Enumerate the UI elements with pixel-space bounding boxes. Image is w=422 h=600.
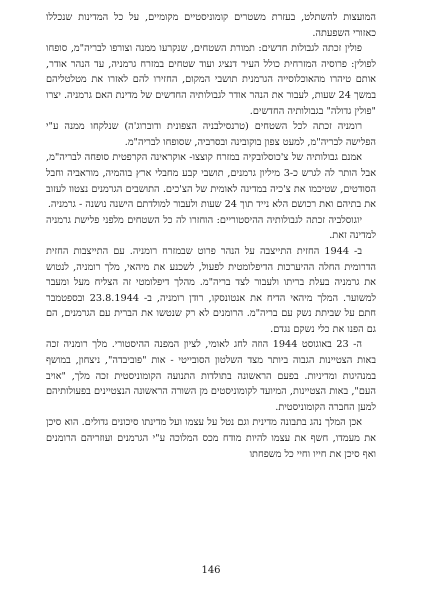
paragraph-1: המועצות להשתלט, בעזרת משטרים קומוניסטיים מקומיים, על כל המדינות שנכללו כאזורי השפעתה. — [46, 12, 376, 39]
paragraph-2: פולין זכתה לגבולות חדשים: תמורת השטחים, שנקרעו ממנה וצורפו לבריה"מ, סופחו לפולין: פרוסיה המזרחית כולל העיר דנציג ועוד שטחים במזרח גרמניה, עד הנהר אודר, אותם טיהרו מהאוכלוסייה הגרמנית תושבי המקום, החזירו להם לאזרו את מטלטליהם במשך 24 שעות, לעבור את הנהר אודר לגבולותיה החדשים של מדינת האם גרמניה. יצרו "פולין גדולה" בגבולותיה החדשים. — [46, 43, 376, 117]
paragraph-6: ב- 1944 החזית התייצבה על הנהר פרוט שבמזרח רומניה. עם התייצבות החזית הדרומית החלה ההיערכות הדיפלומטית לפעול, לשכנע את מיהאי, מלך רומניה, לנטוש את גרמניה בעלת בריתו ולעבור לצד בריה"מ. מהלך דיפלומטי זה הצליח מעל ומעבר למשוער. המלך מיהאי הדיח את אנטונסקו, רודן רומניה, ב- 23.8.1944 ובספטמבר חתם על שביתת נשק עם בריה"מ. הרומנים לא רק שנטשו את הברית עם הגרמנים, הם גם הפנו את כלי נשקם נגדם. — [46, 245, 376, 335]
paragraph-5: יוגוסלביה זכתה לגבולותיה ההיסטוריים: הוחזרו לה כל השטחים מלפני פלישת גרמניה למדינה זאת. — [46, 214, 376, 242]
paragraph-7: ה- 23 באוגוסט 1944 הוזה לחג לאומי, לציון המפנה ההיסטורי. מלך רומניה זכה באות הצטיינות הגבוה ביותר מצד השלטון הסובייטי - אות "פוביבדה", ניצחון, במושף במנהיגות ומדיניות. בפעם הראשונה בתולדות התנועה הקומוניסטית זכה מלך, "אויב העם", באות הצטיינות, המיועד לקומוניסטים מן השורה הראשונה הנצטיינים בפעולותיהם למען החברה הקומוניסטית. — [46, 339, 376, 413]
page-number: 146 — [201, 565, 221, 576]
paragraph-3: רומניה זכתה לכל השטחים (טרנסילבניה הצפונית ודוברוג'ה) שנלקחו ממנה ע"י הפלישה לבריה"מ, למעט צפון בוקובינה ובסרביה, שסופחו לבריה"מ. — [46, 121, 376, 148]
paragraph-8: אכן המלך נהג בתבונה מדינית וגם נטל על עצמו ועל מדינתו סיכונים גדולים. הוא סיכן את מעמדו, חשף את עצמו להיות מודח מכס המלוכה ע"י הגרמנים ועוזריהם הרומנים ואף סיכן את חייו וחיי כל משפחתו — [46, 417, 376, 460]
body-text — [46, 10, 376, 462]
paragraph-4: אמנם גבולותיה של צ'כוסלובקיה במזרח קוצצו- אוקראינה הקרפטית סופחה לבריה"מ, אבל הותר לה לגרש כ-3 מיליון גרמנים, תושבי קבע מחבלי ארץ בוהמיה, מוראביה וחבל הסודטים, שטיכמו את צ'כיה במדינה לאומית של הצ'כים. התושבים הגרמנים נצטוו לעזוב את בתיהם ואת רכושם הלא נייד תוך 24 שעות ולעבור למולדתם הישנה נושנה - גרמניה. — [46, 152, 377, 211]
